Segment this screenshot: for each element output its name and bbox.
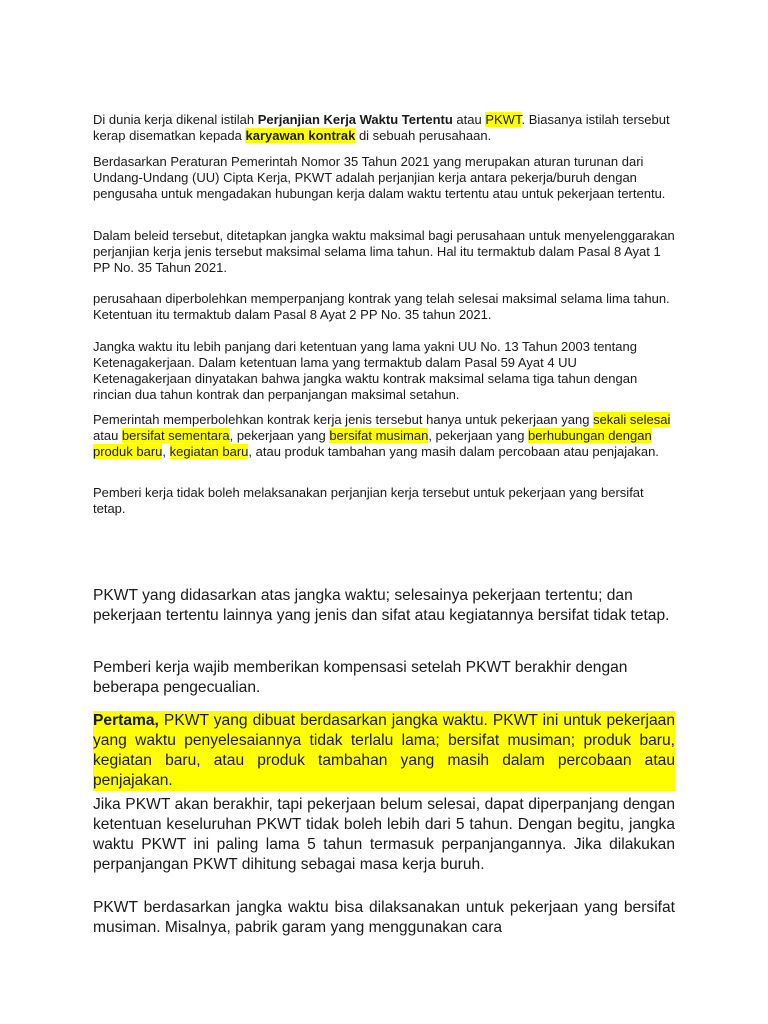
paragraph-musiman: PKWT berdasarkan jangka waktu bisa dilaksanakan untuk pekerjaan yang bersifat musiman. Misalnya, pabrik garam yang menggunakan cara bbox=[93, 899, 675, 936]
paragraph-pertama bbox=[93, 711, 675, 791]
paragraph-jika-pkwt: Jika PKWT akan berakhir, tapi pekerjaan belum selesai, dapat diperpanjang dengan ketentuan keseluruhan PKWT tidak boleh lebih dari 5 tahun. Dengan begitu, jangka waktu PKWT ini paling lama 5 tahun termasuk perpanjangannya. Jika dilakukan perpanjangan PKWT dihitung sebagai masa kerja buruh. bbox=[93, 796, 675, 873]
text-run: , bbox=[162, 444, 170, 459]
text-run: Di dunia kerja dikenal istilah bbox=[93, 112, 258, 127]
paragraph-pp-35: Berdasarkan Peraturan Pemerintah Nomor 35 Tahun 2021 yang merupakan aturan turunan dari Undang-Undang (UU) Cipta Kerja, PKWT adalah perjanjian kerja antara pekerja/buruh dengan pengusaha untuk mengadakan hubungan kerja dalam waktu tertentu atau untuk pekerjaan tertentu. bbox=[93, 154, 666, 201]
text-run: , atau produk tambahan yang masih dalam percobaan atau penjajakan. bbox=[248, 444, 659, 459]
highlight-karyawan-kontrak: karyawan kontrak bbox=[245, 128, 356, 143]
paragraph-kompensasi: Pemberi kerja wajib memberikan kompensasi setelah PKWT berakhir dengan beberapa pengecualian. bbox=[93, 659, 628, 696]
text-run: , pekerjaan yang bbox=[428, 428, 529, 443]
paragraph-jenis-pekerjaan bbox=[93, 412, 678, 460]
text-run: , pekerjaan yang bbox=[229, 428, 330, 443]
text-run: atau bbox=[93, 428, 122, 443]
text-run: . Biasanya istilah tersebut kerap disematkan kepada bbox=[93, 112, 670, 143]
highlight-bersifat-musiman: bersifat musiman bbox=[329, 428, 429, 443]
paragraph-pekerjaan-tetap: Pemberi kerja tidak boleh melaksanakan perjanjian kerja tersebut untuk pekerjaan yang bersifat tetap. bbox=[93, 485, 644, 516]
highlight-pkwt: PKWT bbox=[485, 112, 522, 127]
bold-pertama: Pertama, bbox=[93, 712, 159, 729]
highlight-bersifat-sementara: bersifat sementara bbox=[121, 428, 230, 443]
paragraph-pkwt-definition bbox=[93, 112, 678, 144]
paragraph-perpanjang: perusahaan diperbolehkan memperpanjang kontrak yang telah selesai maksimal selama lima tahun. Ketentuan itu termaktub dalam Pasal 8 Ayat 2 PP No. 35 tahun 2021. bbox=[93, 291, 670, 322]
paragraph-pkwt-dasar: PKWT yang didasarkan atas jangka waktu; selesainya pekerjaan tertentu; dan pekerjaan tertentu lainnya yang jenis dan sifat atau kegiatannya bersifat tidak tetap. bbox=[93, 587, 670, 624]
bold-term-pkwt: Perjanjian Kerja Waktu Tertentu bbox=[257, 112, 453, 127]
highlight-sekali-selesai: sekali selesai bbox=[593, 412, 671, 427]
text-run: di sebuah perusahaan. bbox=[355, 128, 492, 143]
paragraph-uu-13: Jangka waktu itu lebih panjang dari ketentuan yang lama yakni UU No. 13 Tahun 2003 tentang Ketenagakerjaan. Dalam ketentuan lama yang termaktub dalam Pasal 59 Ayat 4 UU Ketenagakerjaan dinyatakan bahwa jangka waktu kontrak maksimal selama tiga tahun dengan rincian dua tahun kontrak dan perpanjangan maksimal setahun. bbox=[93, 339, 638, 402]
text-run: atau bbox=[452, 112, 486, 127]
paragraph-beleid: Dalam beleid tersebut, ditetapkan jangka waktu maksimal bagi perusahaan untuk menyelenggarakan perjanjian kerja jenis tersebut maksimal selama lima tahun. Hal itu termaktub dalam Pasal 8 Ayat 1 PP No. 35 Tahun 2021. bbox=[93, 228, 675, 275]
text-run: Pemerintah memperbolehkan kontrak kerja jenis tersebut hanya untuk pekerjaan yang bbox=[93, 412, 594, 427]
text-run: PKWT yang dibuat berdasarkan jangka waktu. PKWT ini untuk pekerjaan yang waktu penyelesaiannya tidak terlalu lama; bersifat musiman; produk baru, kegiatan baru, atau produk tambahan yang masih dalam percobaan atau penjajakan. bbox=[93, 712, 675, 789]
highlight-produk-baru: berhubungan dengan produk baru bbox=[93, 428, 652, 459]
highlight-kegiatan-baru: kegiatan baru bbox=[169, 444, 249, 459]
